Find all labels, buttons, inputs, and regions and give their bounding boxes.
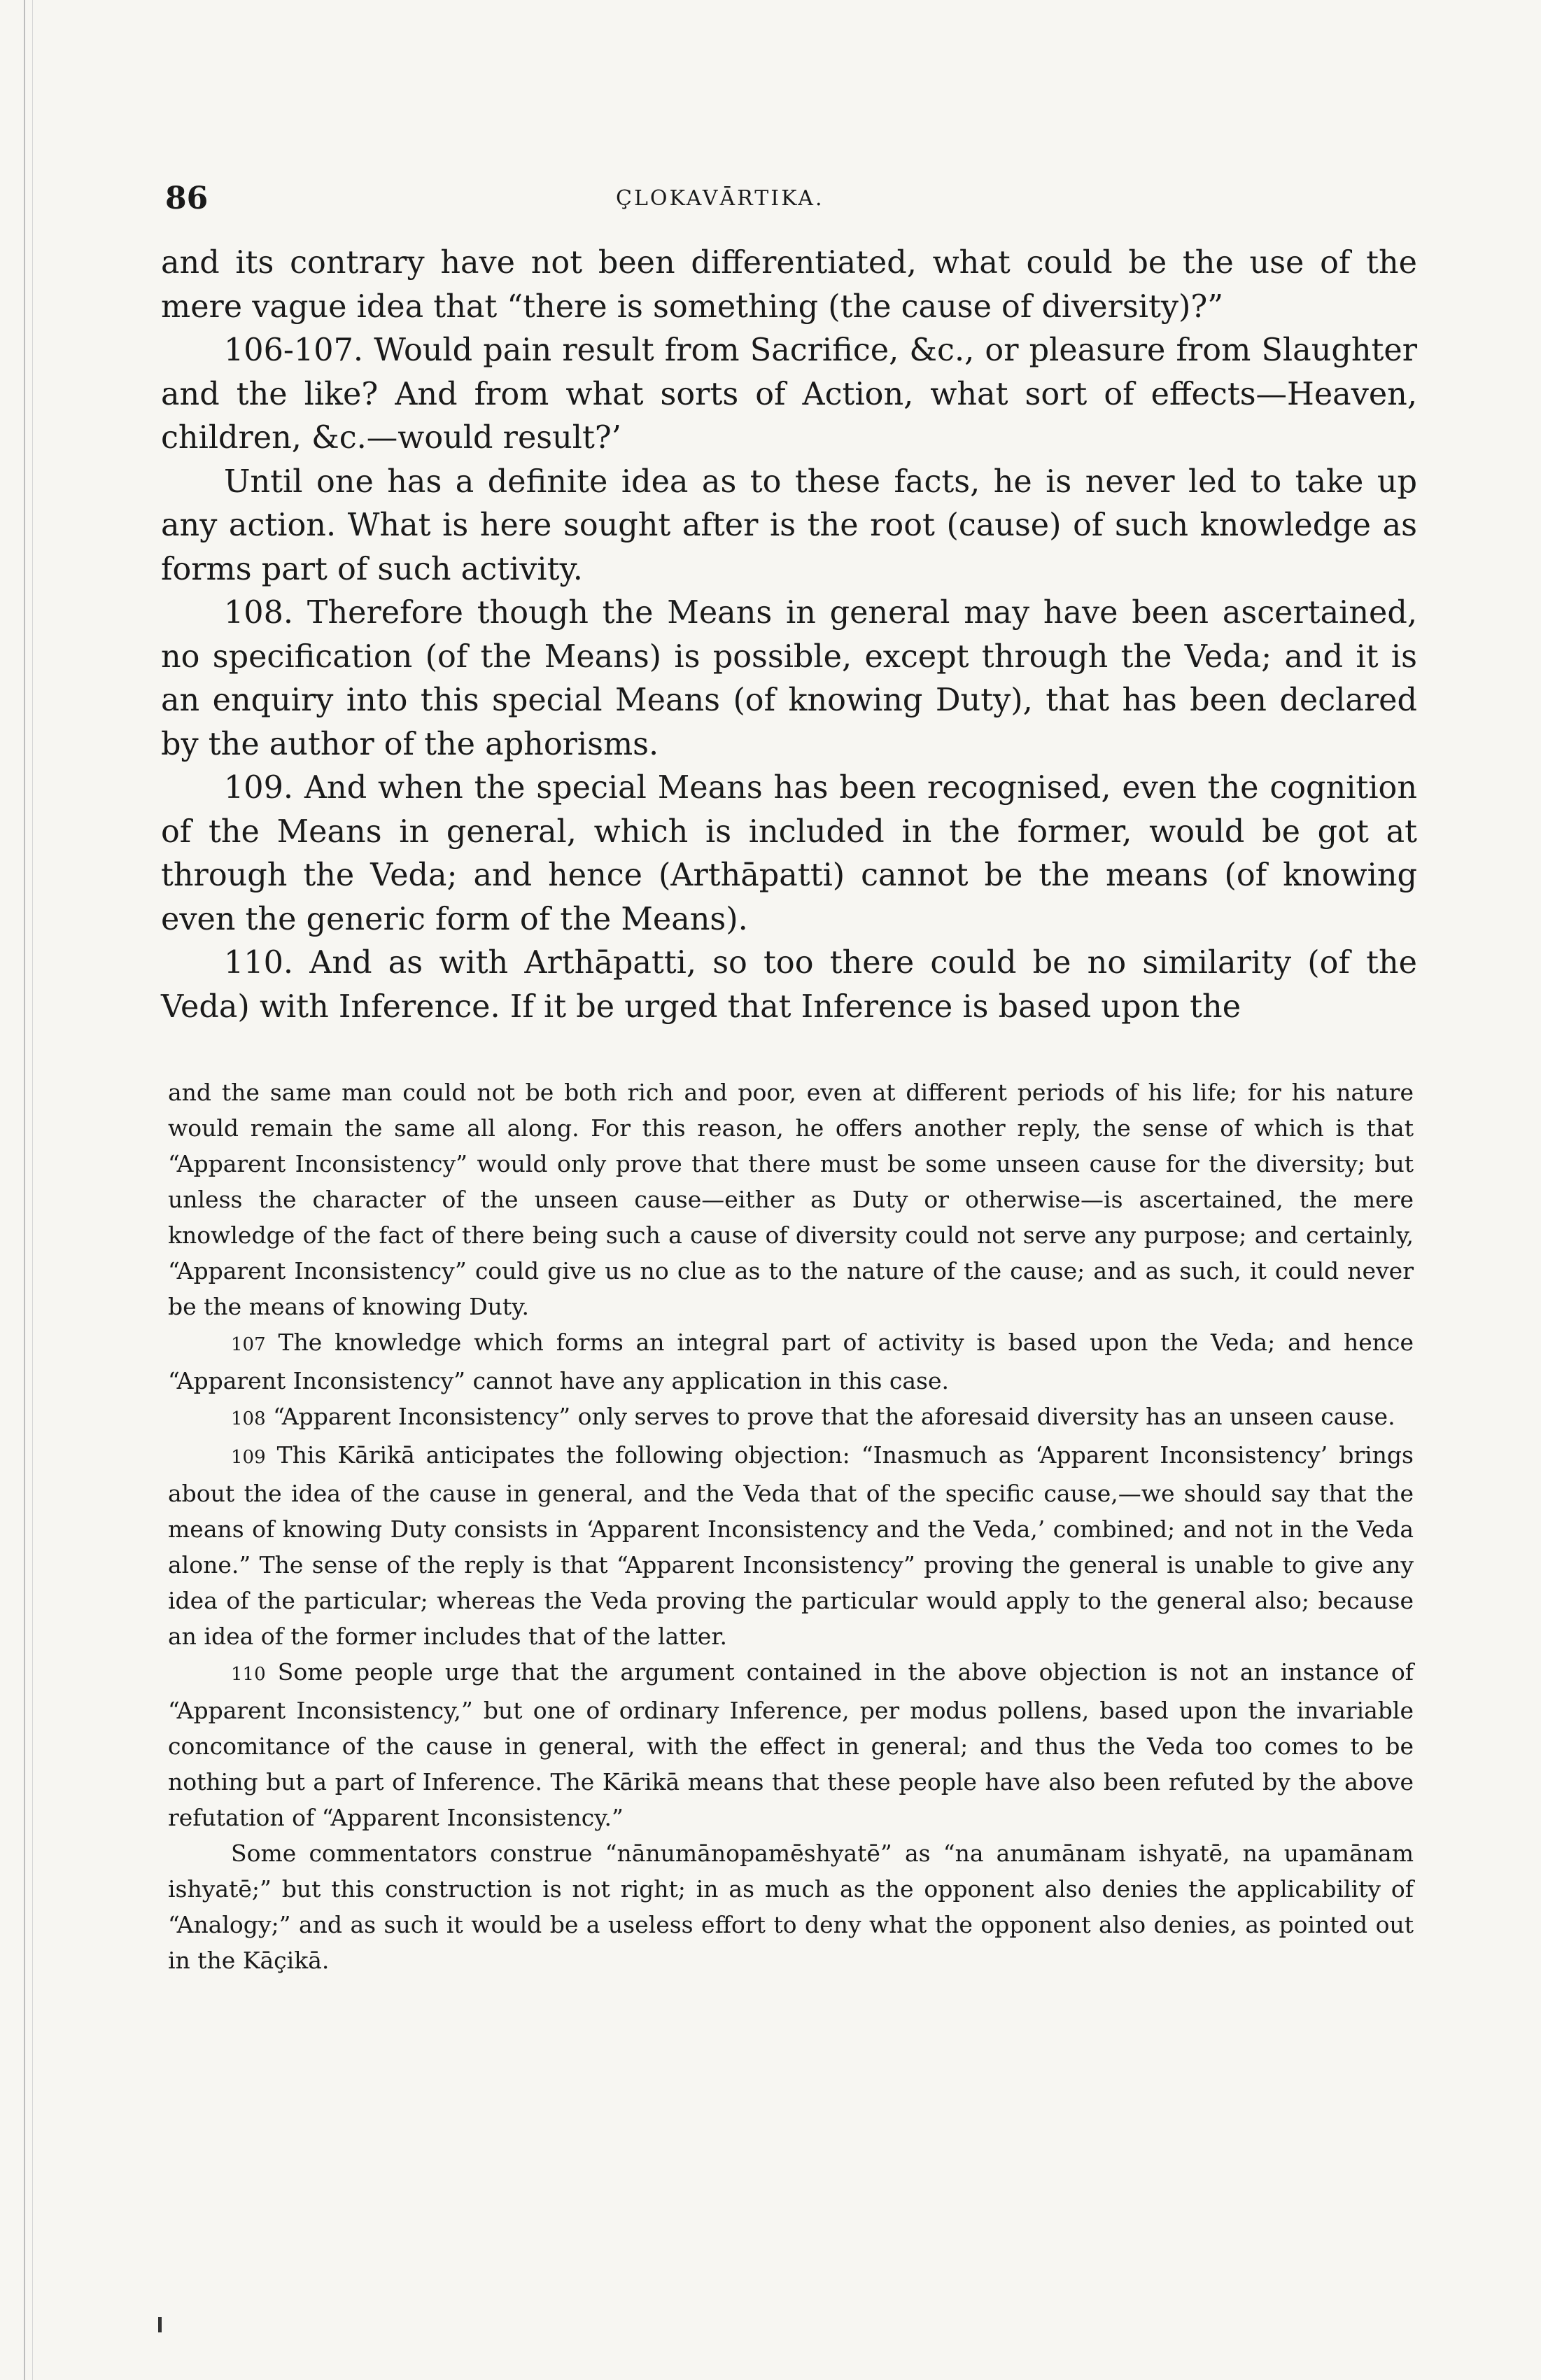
footnote <box>168 1399 1414 1437</box>
footnote <box>168 1437 1414 1654</box>
footnote <box>168 1654 1414 1835</box>
scan-mark <box>158 2317 162 2332</box>
footnote-text: “Apparent Inconsistency” only serves to prove that the aforesaid diversity has an unseen cause. <box>273 1403 1395 1430</box>
footnote-number: 108 <box>231 1408 266 1429</box>
footnote-number: 110 <box>231 1664 266 1685</box>
main-paragraph: 106-107. Would pain result from Sacrifice, &c., or pleasure from Slaughter and the like? And from what sorts of Action, what sort of effects—Heaven, children, &c.—would result?’ <box>161 332 1417 456</box>
footnote-text: The knowledge which forms an integral part of activity is based upon the Veda; and hence “Apparent Inconsistency” cannot have any application in this case. <box>168 1329 1414 1394</box>
footnote-number: 109 <box>231 1447 266 1468</box>
footnotes <box>168 1074 1414 1978</box>
main-paragraph: 109. And when the special Means has been recognised, even the cognition of the Means in general, which is included in the former, would be got at through the Veda; and hence (Arthāpatti) cannot be the means (of knowing even the generic form of the Means). <box>161 770 1417 937</box>
main-paragraph: 108. Therefore though the Means in general may have been ascertained, no specification (of the Means) is possible, except through the Veda; and it is an enquiry into this special Means (of knowing Duty), that has been declared by the author of the aphorisms. <box>161 595 1417 762</box>
page-number: 86 <box>165 181 209 216</box>
main-paragraph: Until one has a definite idea as to these facts, he is never led to take up any action. What is here sought after is the root (cause) of such knowledge as forms part of such activity. <box>161 463 1417 587</box>
running-head: ÇLOKAVĀRTIKA. <box>616 186 824 211</box>
footnote-text: Some people urge that the argument contained in the above objection is not an instance of “Apparent Inconsistency,” but one of ordinary Inference, per modus pollens, based upon the invariable concomitance of the cause in general, with the effect in general; and thus the Veda too comes to be nothing but a part of Inference. The Kārikā means that these people have also been refuted by the above refutation of “Apparent Inconsistency.” <box>168 1658 1414 1831</box>
main-text <box>161 241 1417 1029</box>
main-paragraph: 110. And as with Arthāpatti, so too there could be no similarity (of the Veda) with Inference. If it be urged that Inference is based upon the <box>161 945 1417 1025</box>
footnote-continued: and the same man could not be both rich and poor, even at different periods of his life; for his nature would remain the same all along. For this reason, he offers another reply, the sense of which is that “Apparent Inconsistency” would only prove that there must be some unseen cause for the diversity; but unless the character of the unseen cause—either as Duty or otherwise—is ascertained, the mere knowledge of the fact of there being such a cause of diversity could not serve any purpose; and certainly, “Apparent Inconsistency” could give us no clue as to the nature of the cause; and as such, it could never be the means of knowing Duty. <box>168 1079 1414 1320</box>
footnote-text: This Kārikā anticipates the following objection: “Inasmuch as ‘Apparent Inconsistency’ brings about the idea of the cause in general, and the Veda that of the specific cause,—we should say that the means of knowing Duty consists in ‘Apparent Inconsistency and the Veda,’ combined; and not in the Veda alone.” The sense of the reply is that “Apparent Inconsistency” proving the general is unable to give any idea of the particular; whereas the Veda proving the particular would apply to the general also; because an idea of the former includes that of the latter. <box>168 1441 1414 1650</box>
footnote-commentators: Some commentators construe “nānumānopamēshyatē” as “na anumānam ishyatē, na upamānam ishyatē;” but this construction is not right; in as much as the opponent also denies the applicability of “Analogy;” and as such it would be a useless effort to deny what the opponent also denies, as pointed out in the Kāçikā. <box>168 1840 1414 1974</box>
main-paragraph: and its contrary have not been differentiated, what could be the use of the mere vague idea that “there is something (the cause of diversity)?” <box>161 245 1417 325</box>
page-binding-edge <box>24 0 33 2380</box>
footnote-number: 107 <box>231 1334 266 1355</box>
footnote <box>168 1324 1414 1399</box>
